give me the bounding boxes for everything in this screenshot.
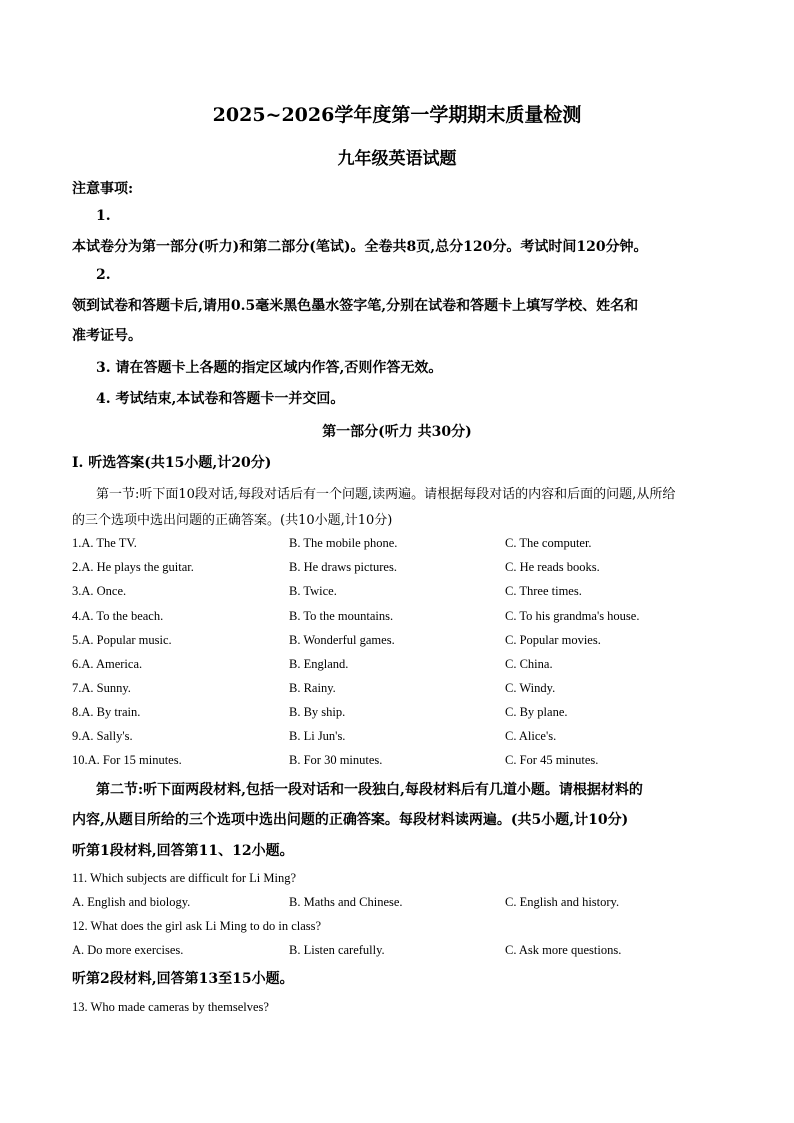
- question-row: [0, 633, 794, 651]
- question-11-options: [0, 895, 794, 913]
- question-12: 12. What does the girl ask Li Ming to do in class?: [72, 919, 322, 933]
- section-2-intro-line1: 第二节:听下面两段材料,包括一段对话和一段独白,每段材料后有几道小题。请根据材料的: [96, 782, 643, 798]
- option-c: C. Ask more questions.: [505, 943, 622, 957]
- question-11: 11. Which subjects are difficult for Li Ming?: [72, 871, 297, 885]
- question-row: [0, 729, 794, 747]
- option-c: C. The computer.: [505, 536, 592, 550]
- option-b: B. Rainy.: [289, 681, 336, 695]
- option-b: B. Li Jun's.: [289, 729, 346, 743]
- option-a: 8.A. By train.: [72, 705, 141, 719]
- option-b: B. Maths and Chinese.: [289, 895, 403, 909]
- note-2-text-line2: 准考证号。: [72, 328, 142, 344]
- exam-subtitle: 九年级英语试题: [337, 149, 457, 169]
- option-a: 3.A. Once.: [72, 584, 127, 598]
- option-c: C. Popular movies.: [505, 633, 601, 647]
- section-1-intro-line1: 第一节:听下面10段对话,每段对话后有一个问题,读两遍。请根据每段对话的内容和后面的问题,从所给: [96, 487, 676, 502]
- question-row: [0, 657, 794, 675]
- question-12-options: [0, 943, 794, 961]
- option-b: B. Wonderful games.: [289, 633, 395, 647]
- material-2-heading: 听第2段材料,回答第13至15小题。: [72, 971, 294, 987]
- section-2-intro-line2: 内容,从题目所给的三个选项中选出问题的正确答案。每段材料读两遍。(共5小题,计10分): [72, 812, 629, 828]
- question-row: [0, 609, 794, 627]
- option-b: B. By ship.: [289, 705, 346, 719]
- option-b: B. Listen carefully.: [289, 943, 385, 957]
- option-b: B. For 30 minutes.: [289, 753, 383, 767]
- option-c: C. Windy.: [505, 681, 556, 695]
- exam-title: 2025~2026学年度第一学期期末质量检测: [212, 104, 582, 126]
- option-a: 9.A. Sally's.: [72, 729, 133, 743]
- note-4: 4. 考试结束,本试卷和答题卡一并交回。: [96, 391, 345, 407]
- part1-heading: 第一部分(听力 共30分): [322, 424, 472, 440]
- option-a: 6.A. America.: [72, 657, 143, 671]
- option-b: B. England.: [289, 657, 349, 671]
- question-row: [0, 681, 794, 699]
- note-1-text: 本试卷分为第一部分(听力)和第二部分(笔试)。全卷共8页,总分120分。考试时间120分钟。: [72, 239, 648, 255]
- option-a: A. English and biology.: [72, 895, 191, 909]
- option-a: 1.A. The TV.: [72, 536, 137, 550]
- note-1-number: 1.: [96, 208, 111, 224]
- material-1-heading: 听第1段材料,回答第11、12小题。: [72, 843, 294, 859]
- option-c: C. For 45 minutes.: [505, 753, 599, 767]
- question-row: [0, 753, 794, 771]
- option-b: B. The mobile phone.: [289, 536, 398, 550]
- question-row: [0, 536, 794, 554]
- option-c: C. China.: [505, 657, 553, 671]
- option-c: C. Alice's.: [505, 729, 557, 743]
- option-a: 10.A. For 15 minutes.: [72, 753, 182, 767]
- option-a: A. Do more exercises.: [72, 943, 184, 957]
- option-b: B. To the mountains.: [289, 609, 394, 623]
- note-2-number: 2.: [96, 267, 111, 283]
- note-3: 3. 请在答题卡上各题的指定区域内作答,否则作答无效。: [96, 360, 443, 376]
- question-row: [0, 584, 794, 602]
- question-row: [0, 705, 794, 723]
- option-b: B. He draws pictures.: [289, 560, 397, 574]
- section-1-intro-line2: 的三个选项中选出问题的正确答案。(共10小题,计10分): [72, 513, 393, 528]
- section-1-title: Ⅰ. 听选答案(共15小题,计20分): [72, 455, 272, 471]
- question-13: 13. Who made cameras by themselves?: [72, 1000, 269, 1014]
- option-b: B. Twice.: [289, 584, 337, 598]
- option-c: C. English and history.: [505, 895, 620, 909]
- option-c: C. He reads books.: [505, 560, 600, 574]
- option-a: 2.A. He plays the guitar.: [72, 560, 194, 574]
- note-2-text-line1: 领到试卷和答题卡后,请用0.5毫米黑色墨水签字笔,分别在试卷和答题卡上填写学校、姓名和: [72, 298, 639, 314]
- option-c: C. Three times.: [505, 584, 582, 598]
- notes-heading: 注意事项:: [72, 181, 134, 197]
- option-a: 4.A. To the beach.: [72, 609, 164, 623]
- option-a: 5.A. Popular music.: [72, 633, 172, 647]
- option-c: C. To his grandma's house.: [505, 609, 640, 623]
- option-a: 7.A. Sunny.: [72, 681, 131, 695]
- question-row: [0, 560, 794, 578]
- option-c: C. By plane.: [505, 705, 568, 719]
